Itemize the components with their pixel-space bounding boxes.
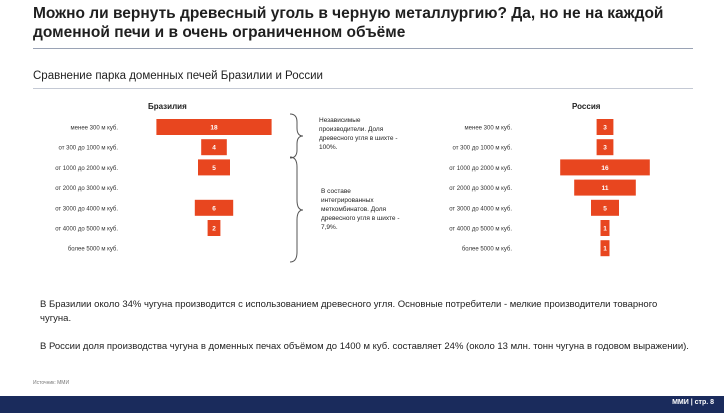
brazil-category-label: более 5000 м куб. <box>67 246 118 253</box>
brazil-category-label: от 2000 до 3000 м куб. <box>55 186 118 193</box>
footer-bar <box>0 396 724 413</box>
russia-category-label: от 1000 до 2000 м куб. <box>449 165 512 172</box>
brazil-chart <box>55 119 271 253</box>
annotation-independent: Независимые производители. Доля древесного угля в шихте - 100%. <box>319 117 398 151</box>
brazil-bar-value-label: 5 <box>212 164 216 172</box>
title-divider <box>33 48 693 49</box>
russia-bar-value-label: 5 <box>603 205 607 213</box>
brazil-category-label: от 1000 до 2000 м куб. <box>55 165 118 172</box>
source-note: Источник: ММИ <box>33 380 70 386</box>
brazil-bar-value-label: 4 <box>212 144 216 152</box>
slide-subtitle: Сравнение парка доменных печей Бразилии и России <box>33 70 323 82</box>
annotation-integrated: В составе интегрированных меткомбинатов. Доля древесного угля в шихте - 7,9%. <box>321 188 400 231</box>
brazil-category-label: от 300 до 1000 м куб. <box>58 145 118 152</box>
russia-category-label: от 4000 до 5000 м куб. <box>449 226 512 233</box>
russia-bar-value-label: 11 <box>601 185 609 193</box>
russia-chart-title: Россия <box>572 102 601 111</box>
russia-category-label: от 3000 до 4000 м куб. <box>449 206 512 213</box>
russia-category-label: более 5000 м куб. <box>461 246 512 253</box>
brazil-chart-title: Бразилия <box>148 102 187 111</box>
brazil-bar-value-label: 2 <box>212 225 216 233</box>
russia-bar-value-label: 1 <box>603 245 607 253</box>
brazil-category-label: менее 300 м куб. <box>70 125 118 132</box>
page-number: ММИ | стр. 8 <box>672 399 714 406</box>
subtitle-divider <box>33 88 693 89</box>
russia-category-label: менее 300 м куб. <box>464 125 512 132</box>
paragraph-russia: В России доля производства чугуна в доменных печах объёмом до 1400 м куб. составляет 24% (около 13 млн. тонн чугуна в годовом выражении). <box>40 341 689 352</box>
lower-brace <box>290 157 303 262</box>
brazil-category-label: от 4000 до 5000 м куб. <box>55 226 118 233</box>
paragraph-brazil: В Бразилии около 34% чугуна производится с использованием древесного угля. Основные потребители - мелкие производители товарного чугуна. <box>40 299 658 324</box>
russia-bar-value-label: 1 <box>603 225 607 233</box>
russia-category-label: от 300 до 1000 м куб. <box>452 145 512 152</box>
slide-title: Можно ли вернуть древесный уголь в черную металлургию? Да, но не на каждой доменной печи и в очень ограниченном объёме <box>33 5 664 41</box>
russia-category-label: от 2000 до 3000 м куб. <box>449 186 512 193</box>
brazil-bar-value-label: 18 <box>210 124 218 132</box>
russia-bar-value-label: 3 <box>603 144 607 152</box>
annotation-braces <box>290 114 303 262</box>
upper-brace <box>290 114 303 158</box>
russia-bar-value-label: 3 <box>603 124 607 132</box>
russia-bar-value-label: 16 <box>601 164 609 172</box>
brazil-category-label: от 3000 до 4000 м куб. <box>55 206 118 213</box>
brazil-bar-value-label: 6 <box>212 205 216 213</box>
russia-chart <box>449 119 650 256</box>
